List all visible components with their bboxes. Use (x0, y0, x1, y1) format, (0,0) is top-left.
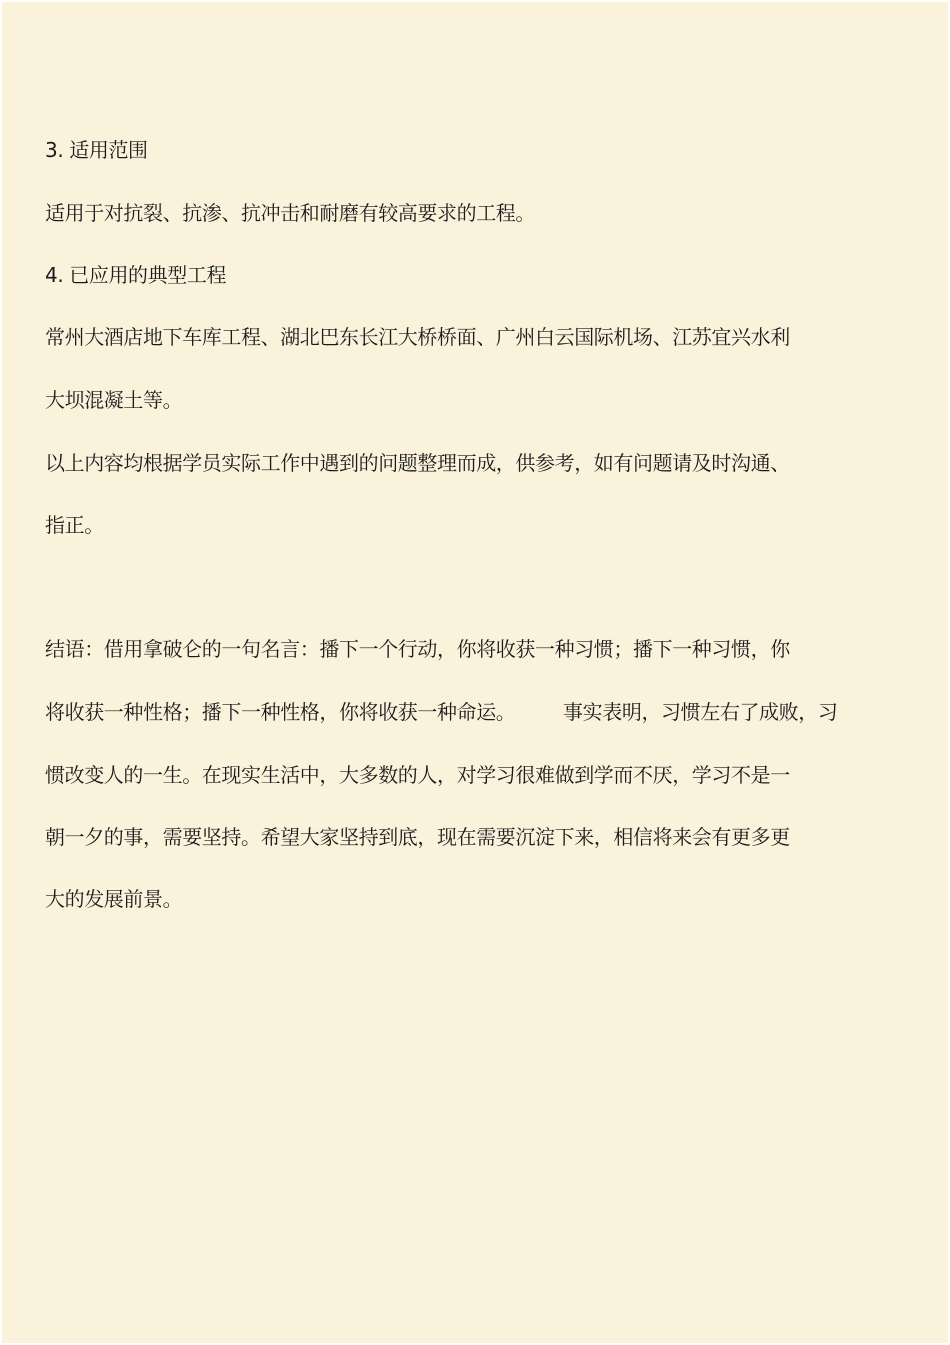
section-4-body-line-2: 大坝混凝土等。 (45, 388, 183, 412)
conclusion-line-4: 朝一夕的事，需要坚持。希望大家坚持到底，现在需要沉淀下来，相信将来会有更多更 (45, 825, 790, 849)
conclusion-line-2: 将收获一种性格；播下一种性格，你将收获一种命运。 事实表明，习惯左右了成败，习 (45, 700, 838, 724)
conclusion-line-3: 惯改变人的一生。在现实生活中，大多数的人，对学习很难做到学而不厌，学习不是一 (45, 763, 790, 787)
section-3-body: 适用于对抗裂、抗渗、抗冲击和耐磨有较高要求的工程。 (45, 201, 535, 225)
conclusion-line-1: 结语：借用拿破仑的一句名言：播下一个行动，你将收获一种习惯；播下一种习惯，你 (45, 637, 790, 661)
conclusion-line-5: 大的发展前景。 (45, 887, 183, 911)
note-line-1: 以上内容均根据学员实际工作中遇到的问题整理而成，供参考，如有问题请及时沟通、 (45, 451, 790, 475)
section-4-body-line-1: 常州大酒店地下车库工程、湖北巴东长江大桥桥面、广州白云国际机场、江苏宜兴水利 (45, 325, 790, 349)
section-4-heading: 4. 已应用的典型工程 (45, 263, 227, 287)
note-line-2: 指正。 (45, 513, 104, 537)
section-3-heading: 3. 适用范围 (45, 138, 148, 162)
document-page (2, 2, 948, 1343)
